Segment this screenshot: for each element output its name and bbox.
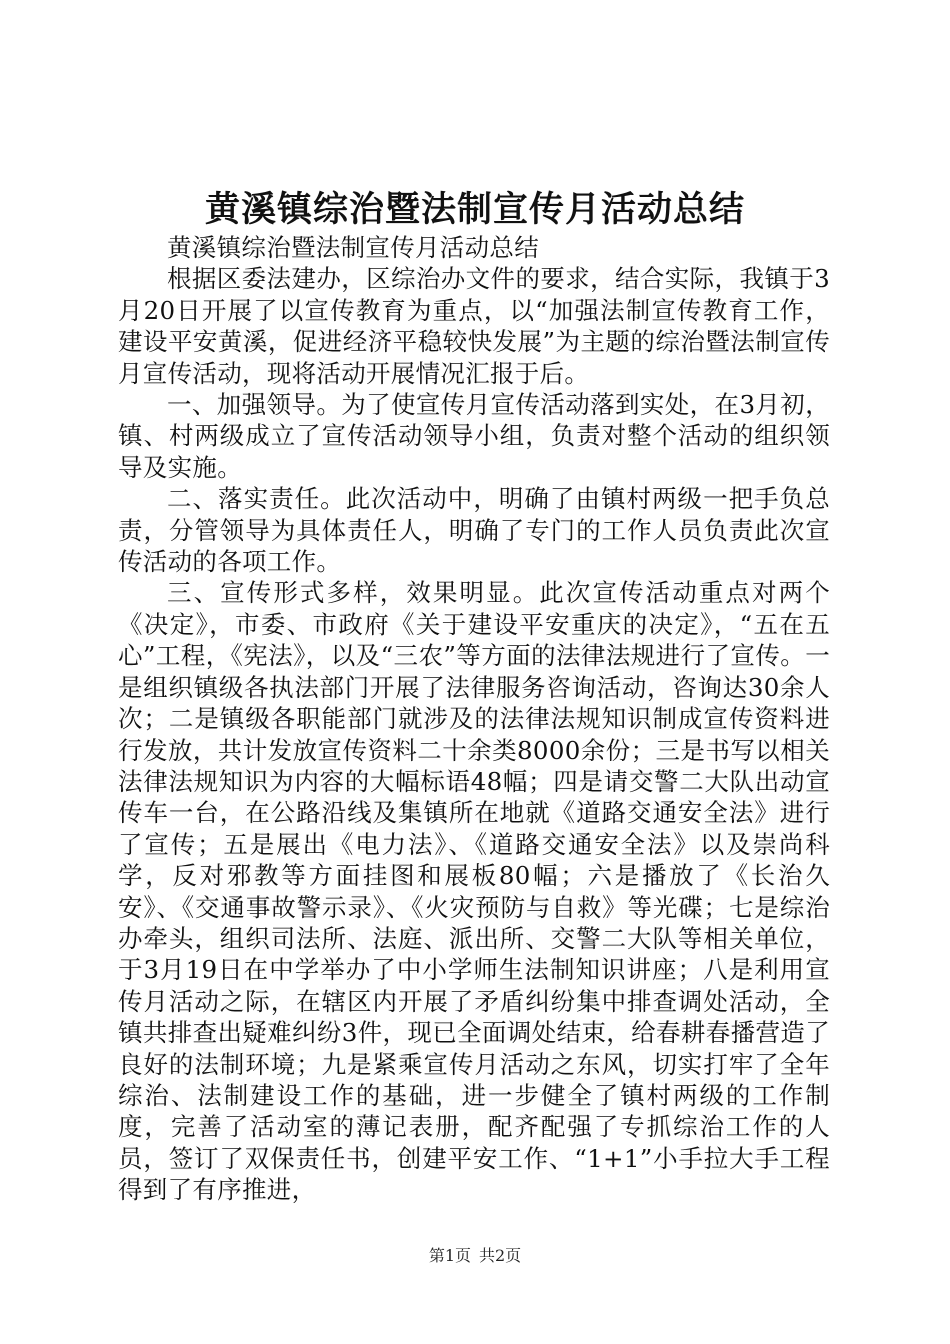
page-number: 第1页 <box>428 1246 471 1265</box>
paragraph-section-2: 二、落实责任。此次活动中，明确了由镇村两级一把手负总责，分管领导为具体责任人，明确了专门的工作人员负责此次宣传活动的各项工作。 <box>118 484 830 577</box>
paragraph-section-1: 一、加强领导。为了使宣传月宣传活动落到实处，在3月初，镇、村两级成立了宣传活动领导小组，负责对整个活动的组织领导及实施。 <box>118 390 830 482</box>
document-title: 黄溪镇综治暨法制宣传月活动总结 <box>204 189 745 230</box>
paragraph-heading: 黄溪镇综治暨法制宣传月活动总结 <box>167 233 539 262</box>
page-total: 共2页 <box>479 1246 522 1265</box>
document-body <box>118 232 830 1206</box>
paragraph-intro: 根据区委法建办，区综治办文件的要求，结合实际，我镇于3月20日开展了以宣传教育为重点，以“加强法制宣传教育工作，建设平安黄溪，促进经济平稳较快发展”为主题的综治暨法制宣传月宣传活动，现将活动开展情况汇报于后。 <box>118 264 830 388</box>
paragraph-section-3: 三、宣传形式多样，效果明显。此次宣传活动重点对两个《决定》，市委、市政府《关于建设平安重庆的决定》，“五在五心”工程，《宪法》，以及“三农”等方面的法律法规进行了宣传。一是组织镇级各执法部门开展了法律服务咨询活动，咨询达30余人次；二是镇级各职能部门就涉及的法律法规知识制成宣传资料进行发放，共计发放宣传资料二十余类8000余份；三是书写以相关法律法规知识为内容的大幅标语48幅；四是请交警二大队出动宣传车一台，在公路沿线及集镇所在地就《道路交通安全法》进行了宣传；五是展出《电力法》、《道路交通安全法》以及崇尚科学，反对邪教等方面挂图和展板80幅；六是播放了《长治久安》、《交通事故警示录》、《火灾预防与自救》等光碟；七是综治办牵头，组织司法所、法庭、派出所、交警二大队等相关单位，于3月19日在中学举办了中小学师生法制知识讲座；八是利用宣传月活动之际，在辖区内开展了矛盾纠纷集中排查调处活动，全镇共排查出疑难纠纷3件，现已全面调处结束，给春耕春播营造了良好的法制环境；九是紧乘宣传月活动之东风，切实打牢了全年综治、法制建设工作的基础，进一步健全了镇村两级的工作制度，完善了活动室的薄记表册，配齐配强了专抓综治工作的人员，签订了双保责任书，创建平安工作、“1+1”小手拉大手工程得到了有序推进， <box>118 578 830 1205</box>
page-footer <box>0 1244 950 1268</box>
